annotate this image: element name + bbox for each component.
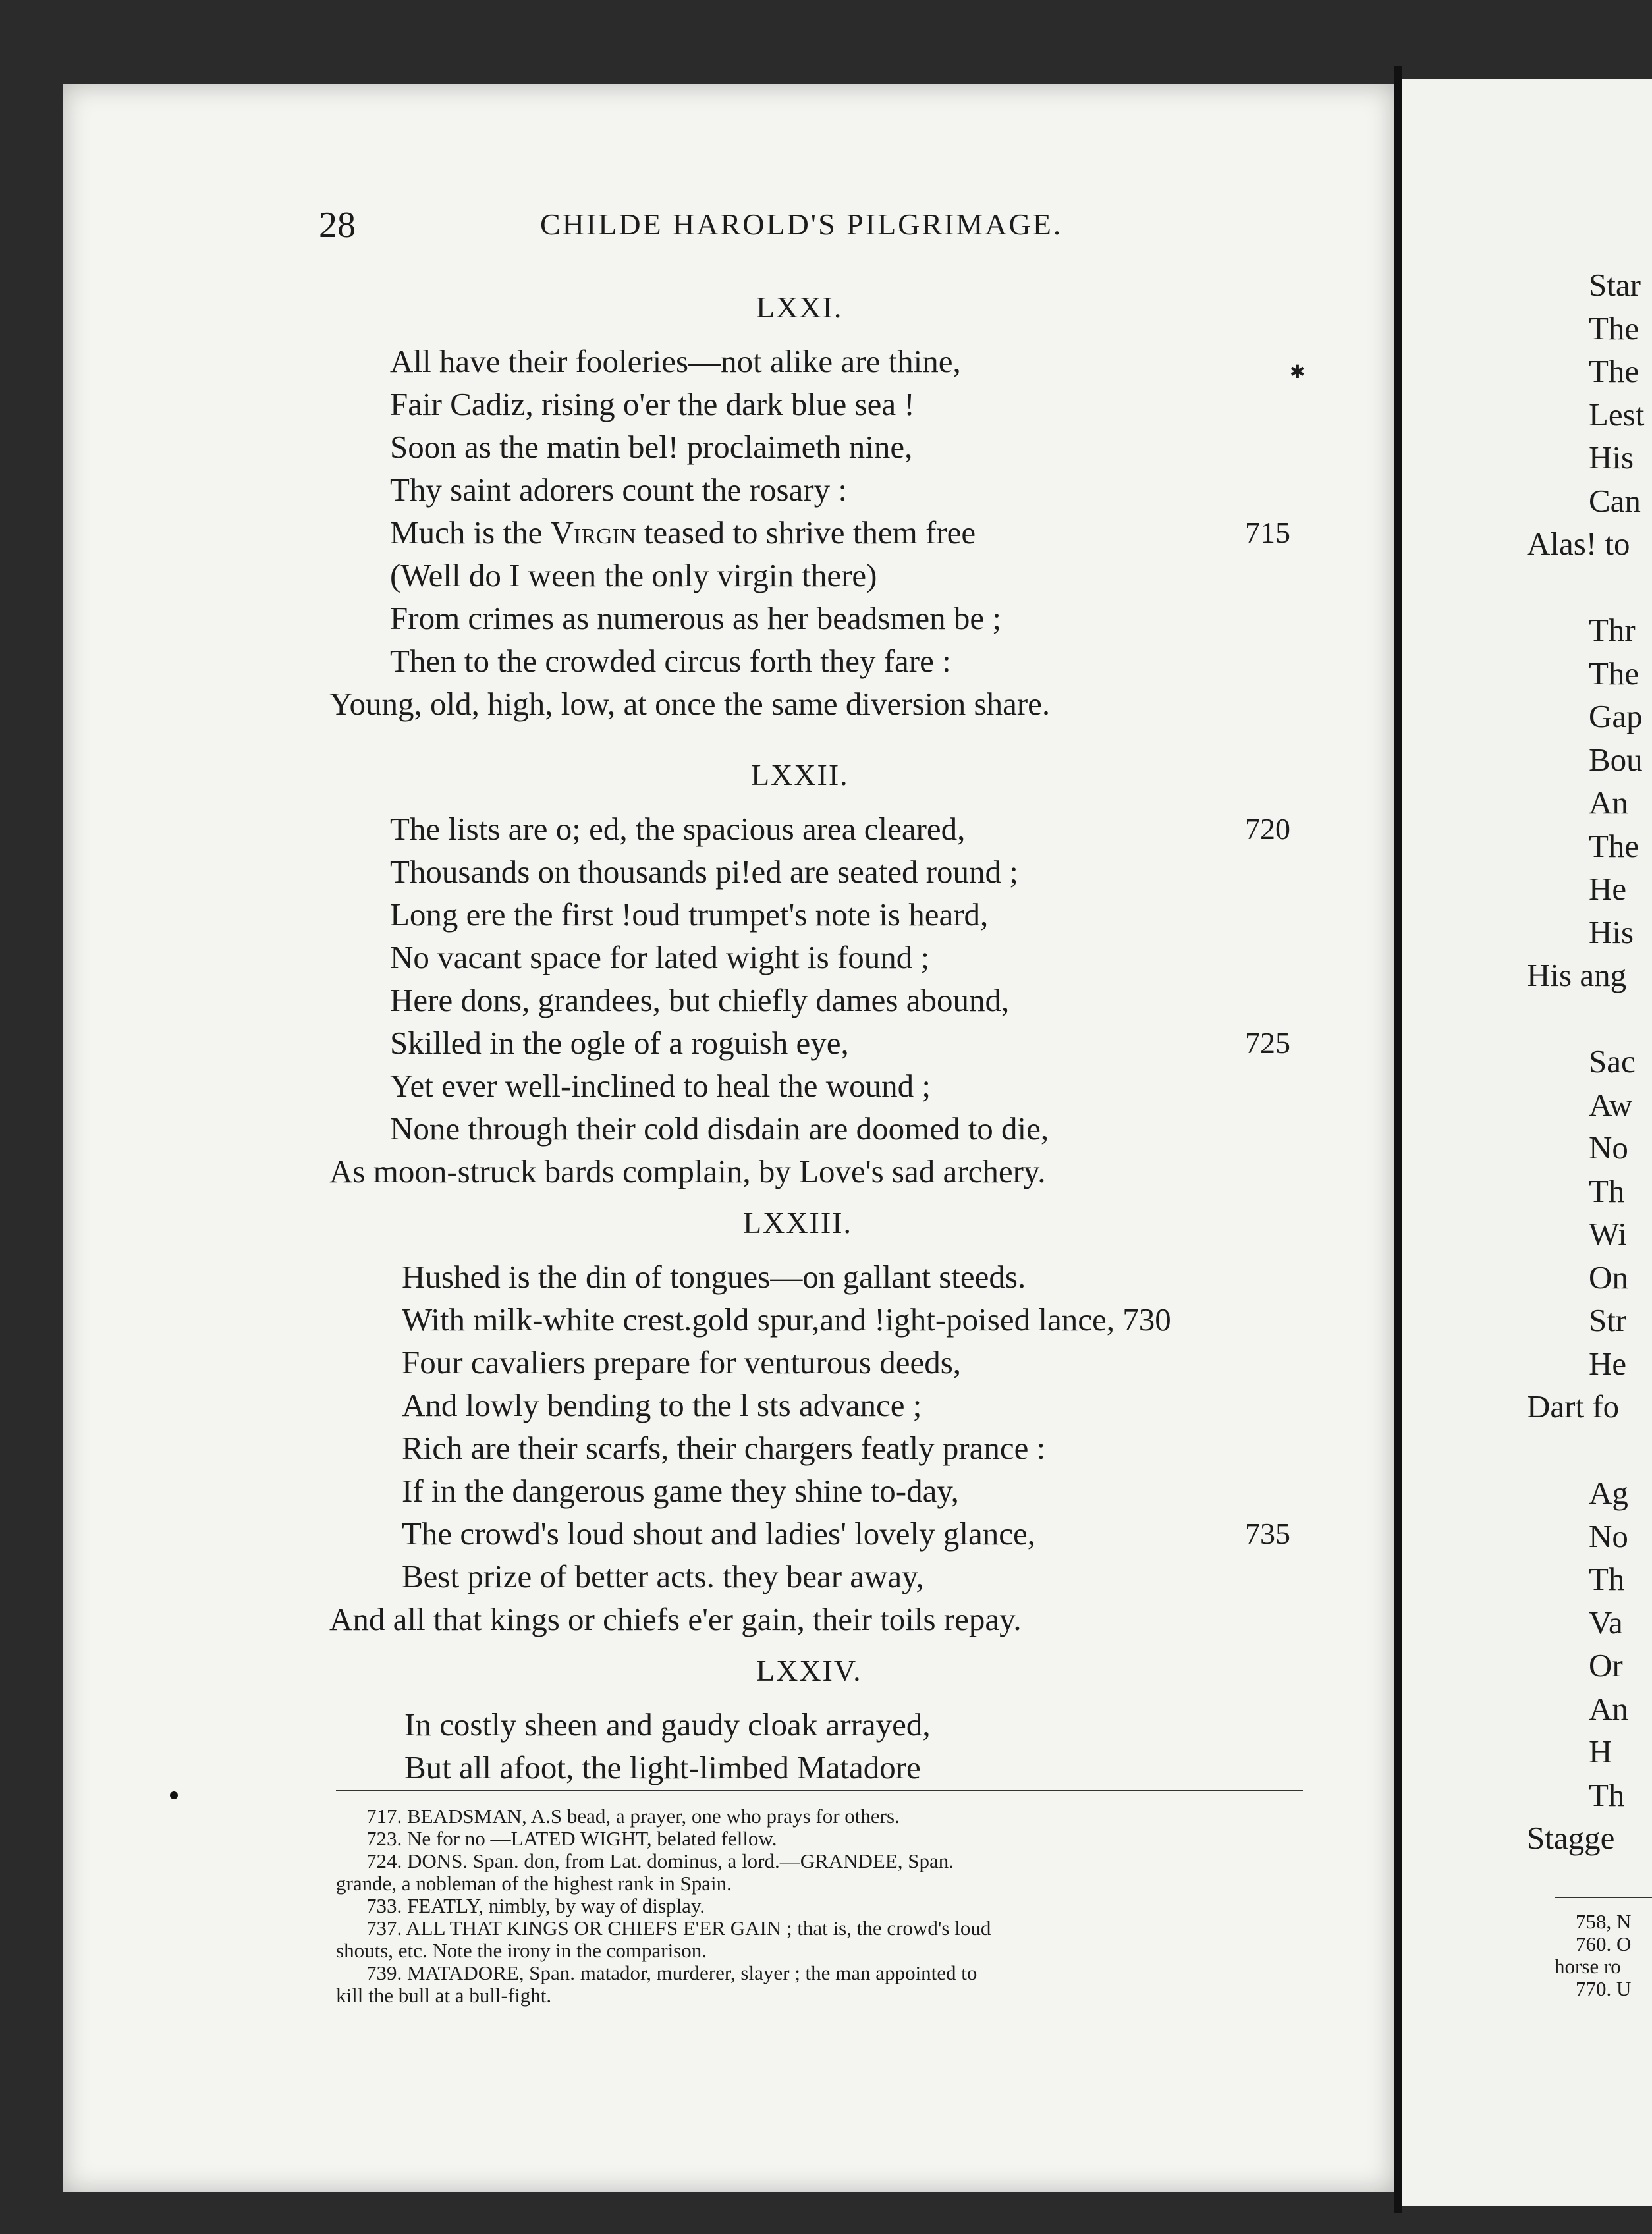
- facing-line: He: [1589, 871, 1627, 907]
- verse-line: In costly sheen and gaudy cloak arrayed,: [404, 1706, 931, 1743]
- footnote-line: kill the bull at a bull-fight.: [336, 1984, 552, 2007]
- footnote-line: 723. Ne for no —LATED WIGHT, belated fellow.: [366, 1827, 777, 1850]
- line-number: 735: [1245, 1517, 1290, 1550]
- verse-line: (Well do I ween the only virgin there): [390, 557, 877, 593]
- ink-dot: [170, 1791, 178, 1799]
- verse-line: And lowly bending to the l sts advance ;: [402, 1387, 922, 1423]
- verse-line: As moon-struck bards complain, by Love's sad archery.: [329, 1153, 1046, 1189]
- facing-line: The: [1589, 310, 1639, 346]
- footnote-line: shouts, etc. Note the irony in the comparison.: [336, 1939, 707, 1962]
- facing-line: Bou: [1589, 741, 1643, 778]
- facing-line: No: [1589, 1130, 1628, 1166]
- footnote-line: 724. DONS. Span. don, from Lat. dominus, a lord.—GRANDEE, Span.: [366, 1849, 954, 1872]
- footnote-line: 717. BEADSMAN, A.S bead, a prayer, one who prays for others.: [366, 1805, 900, 1828]
- verse-line: But all afoot, the light-limbed Matadore: [404, 1749, 921, 1785]
- line-number: 720: [1245, 812, 1290, 846]
- page-number: 28: [319, 205, 356, 246]
- facing-line: Lest: [1589, 396, 1645, 433]
- page-gutter: [1394, 66, 1402, 2213]
- verse-line: Rich are their scarfs, their chargers featly prance :: [402, 1430, 1046, 1466]
- stanza-numeral: LXXI.: [756, 290, 843, 324]
- facing-line: Or: [1589, 1647, 1623, 1683]
- footnote-line: 737. ALL THAT KINGS OR CHIEFS E'ER GAIN ; that is, the crowd's loud: [366, 1917, 991, 1940]
- verse-line: The lists are o; ed, the spacious area cleared,: [390, 811, 966, 847]
- facing-footnote-rule: [1555, 1897, 1652, 1898]
- verse-line: Young, old, high, low, at once the same diversion share.: [329, 686, 1051, 722]
- facing-line: Th: [1589, 1776, 1625, 1813]
- facing-line: Va: [1589, 1604, 1623, 1641]
- footnote-line: 739. MATADORE, Span. matador, murderer, slayer ; the man appointed to: [366, 1961, 977, 1984]
- verse-line: If in the dangerous game they shine to-day,: [402, 1473, 959, 1509]
- facing-line: Wi: [1589, 1216, 1627, 1252]
- verse-line: Fair Cadiz, rising o'er the dark blue sea !: [390, 386, 915, 422]
- verse-line: Hushed is the din of tongues—on gallant steeds.: [402, 1259, 1026, 1295]
- facing-line: Can: [1589, 482, 1641, 519]
- facing-line: No: [1589, 1517, 1628, 1554]
- facing-footnote-line: horse ro: [1555, 1955, 1621, 1978]
- facing-footnote-line: 760. O: [1576, 1932, 1632, 1955]
- facing-line: Ag: [1589, 1475, 1628, 1511]
- facing-line: Str: [1589, 1302, 1627, 1338]
- facing-line: An: [1589, 1690, 1628, 1727]
- stanza-numeral: LXXII.: [751, 758, 849, 792]
- verse-line: Much is the Virgin teased to shrive them free: [390, 514, 976, 551]
- line-number: 715: [1245, 516, 1290, 549]
- verse-line: Then to the crowded circus forth they fare :: [390, 643, 951, 679]
- verse-line: None through their cold disdain are doomed to die,: [390, 1110, 1049, 1147]
- verse-line: The crowd's loud shout and ladies' lovely glance,: [402, 1515, 1036, 1552]
- facing-line: Sac: [1589, 1043, 1636, 1079]
- facing-line: The: [1589, 655, 1639, 692]
- facing-line: Gap: [1589, 698, 1643, 734]
- facing-line: H: [1589, 1733, 1612, 1770]
- stanza-numeral: LXXIV.: [756, 1654, 862, 1687]
- facing-line: Th: [1589, 1561, 1625, 1597]
- footnote-rule: [336, 1790, 1303, 1791]
- facing-footnote-line: 770. U: [1576, 1977, 1632, 2000]
- line-number: 725: [1245, 1026, 1290, 1060]
- verse-line: Long ere the first !oud trumpet's note is heard,: [390, 896, 989, 933]
- verse-line: No vacant space for lated wight is found ;: [390, 939, 930, 975]
- facing-line: Alas! to: [1527, 526, 1630, 562]
- stanza-numeral: LXXIII.: [743, 1206, 852, 1240]
- verse-line: From crimes as numerous as her beadsmen be ;: [390, 600, 1002, 636]
- verse-line: Four cavaliers prepare for venturous deeds,: [402, 1344, 962, 1380]
- facing-line: Aw: [1589, 1086, 1633, 1123]
- facing-line: The: [1589, 827, 1639, 864]
- facing-line: He: [1589, 1345, 1627, 1382]
- facing-line: Dart fo: [1527, 1388, 1620, 1425]
- facing-line: Stagge: [1527, 1820, 1615, 1856]
- facing-line: Thr: [1589, 612, 1636, 648]
- facing-footnote-line: 758, N: [1576, 1910, 1632, 1933]
- footnote-line: grande, a nobleman of the highest rank in Spain.: [336, 1872, 732, 1895]
- verse-line: Skilled in the ogle of a roguish eye,: [390, 1025, 849, 1061]
- facing-line: An: [1589, 784, 1628, 821]
- verse-line: And all that kings or chiefs e'er gain, their toils repay.: [329, 1601, 1022, 1637]
- facing-line: His: [1589, 439, 1634, 476]
- verse-line: Yet ever well-inclined to heal the wound ;: [390, 1068, 931, 1104]
- verse-line: Best prize of better acts. they bear away,: [402, 1558, 924, 1594]
- running-title: CHILDE HAROLD'S PILGRIMAGE.: [540, 207, 1063, 241]
- facing-line: The: [1589, 353, 1639, 389]
- verse-line: With milk-white crest.gold spur,and !ight-poised lance, 730: [402, 1301, 1171, 1338]
- footnote-line: 733. FEATLY, nimbly, by way of display.: [366, 1894, 705, 1917]
- facing-line: His: [1589, 913, 1634, 950]
- verse-line: Soon as the matin bel! proclaimeth nine,: [390, 429, 913, 465]
- asterisk-mark: ✱: [1290, 362, 1306, 383]
- facing-line: Star: [1589, 267, 1641, 303]
- facing-line: On: [1589, 1259, 1628, 1295]
- verse-line: Here dons, grandees, but chiefly dames abound,: [390, 982, 1010, 1018]
- facing-line: Th: [1589, 1172, 1625, 1209]
- verse-line: All have their fooleries—not alike are thine,: [390, 343, 961, 379]
- verse-line: Thousands on thousands pi!ed are seated round ;: [390, 854, 1018, 890]
- verse-line: Thy saint adorers count the rosary :: [390, 472, 847, 508]
- small-caps-word: Virgin: [550, 514, 636, 551]
- facing-line: His ang: [1527, 957, 1627, 993]
